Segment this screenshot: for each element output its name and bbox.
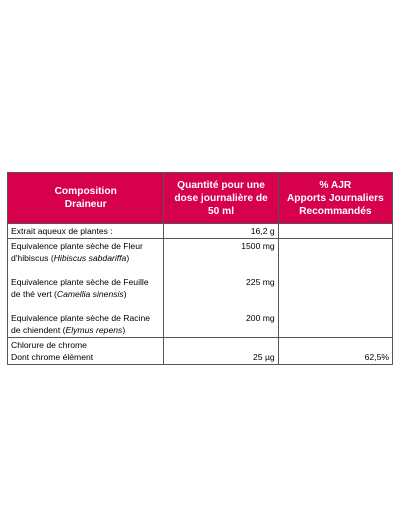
- couch-line2: [11, 324, 160, 336]
- tea-qty: 225 mg: [246, 277, 275, 287]
- hibiscus-post: ): [126, 253, 130, 263]
- chrome-ajr: 62,5%: [278, 338, 392, 365]
- header-quantity: [164, 173, 278, 224]
- tea-latin: Camellia sinensis: [56, 289, 124, 299]
- hibiscus-qty: 1500 mg: [241, 241, 275, 251]
- chrome-cell: [8, 338, 164, 365]
- extract-label: Extrait aqueux de plantes :: [8, 224, 164, 239]
- tea-post: ): [123, 289, 127, 299]
- couch-qty: 200 mg: [246, 313, 275, 323]
- couch-latin: Elymus repens: [65, 325, 123, 335]
- tea-line2: [11, 288, 160, 300]
- table-row-plants: [8, 239, 393, 338]
- chrome-qty: 25 µg: [164, 338, 278, 365]
- hibiscus-line2: [11, 252, 160, 264]
- header-ajr-line1: % AJR: [319, 179, 352, 191]
- tea-pre: de thé vert (: [11, 289, 57, 299]
- chrome-label: Chlorure de chrome: [11, 340, 87, 350]
- plants-ajr: [278, 239, 392, 338]
- header-ajr-line3: Recommandés: [299, 205, 372, 217]
- header-composition-line2: Draineur: [64, 199, 107, 210]
- extract-ajr: [278, 224, 392, 239]
- couch-post: ): [122, 325, 126, 335]
- tea-line1: Equivalence plante sèche de Feuille: [11, 277, 149, 287]
- couch-pre: de chiendent (: [11, 325, 66, 335]
- header-composition-line1: Composition: [54, 186, 117, 197]
- header-quantity-line3: 50 ml: [208, 205, 235, 217]
- hibiscus-latin: Hibiscus sabdariffa: [53, 253, 127, 263]
- header-quantity-line2: dose journalière de: [174, 192, 268, 204]
- header-row: [8, 173, 393, 224]
- hibiscus-pre: d'hibiscus (: [11, 253, 54, 263]
- plants-qty-cell: [164, 239, 278, 338]
- header-composition: [8, 173, 164, 224]
- chrome-elem-label: Dont chrome élément: [11, 352, 94, 362]
- plants-cell: [8, 239, 164, 338]
- header-ajr: [278, 173, 392, 224]
- header-quantity-line1: Quantité pour une: [177, 179, 265, 191]
- composition-table: [7, 172, 393, 365]
- table-row-extract: [8, 224, 393, 239]
- header-ajr-line2: Apports Journaliers: [286, 192, 384, 204]
- hibiscus-line1: Equivalence plante sèche de Fleur: [11, 241, 143, 251]
- extract-qty: 16,2 g: [164, 224, 278, 239]
- couch-line1: Equivalence plante sèche de Racine: [11, 313, 151, 323]
- table-row-chrome: [8, 338, 393, 365]
